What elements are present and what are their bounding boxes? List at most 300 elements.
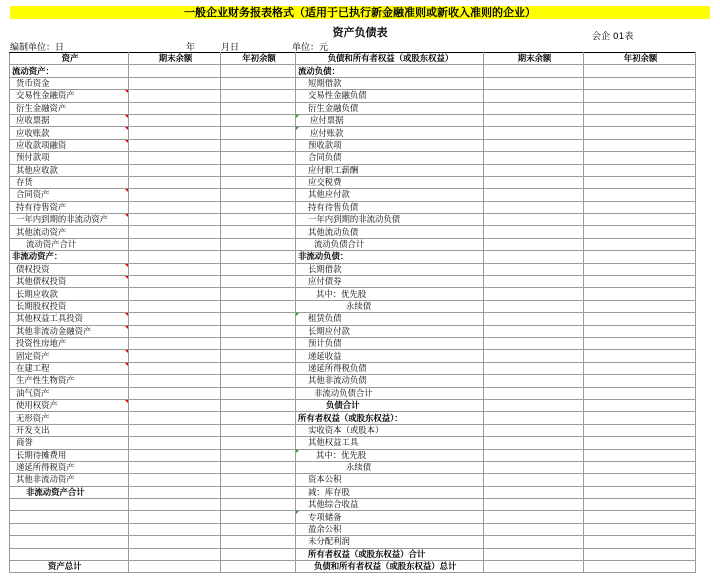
table-row (10, 189, 696, 201)
header-assets: 资产 (10, 53, 129, 65)
liability-equity-item-label: 其他权益工具 (296, 437, 484, 449)
liability-year-begin-cell[interactable] (584, 387, 696, 399)
liability-period-end-cell[interactable] (484, 300, 584, 312)
liability-year-begin-cell[interactable] (584, 325, 696, 337)
asset-period-end-cell[interactable] (129, 65, 221, 77)
asset-year-begin-cell[interactable] (221, 276, 296, 288)
asset-period-end-cell[interactable] (129, 90, 221, 102)
table-row (10, 65, 696, 77)
liability-year-begin-cell[interactable] (584, 548, 696, 560)
liability-year-begin-cell[interactable] (584, 536, 696, 548)
liability-equity-item-label: 应付职工薪酬 (296, 164, 484, 176)
table-row (10, 300, 696, 312)
table-row (10, 201, 696, 213)
comment-indicator-icon[interactable] (125, 214, 128, 217)
liability-period-end-cell[interactable] (484, 102, 584, 114)
liability-equity-item-label: 减：库存股 (296, 486, 484, 498)
comment-indicator-icon[interactable] (125, 363, 128, 366)
asset-period-end-cell[interactable] (129, 214, 221, 226)
liability-period-end-cell[interactable] (484, 152, 584, 164)
liability-equity-item-label: 其他应付款 (296, 189, 484, 201)
header-liabilities-equity: 负债和所有者权益（或股东权益） (296, 53, 484, 65)
liability-equity-item-label: 合同负债 (296, 152, 484, 164)
asset-item-label: 其他非流动金融资产 (10, 325, 129, 337)
asset-year-begin-cell[interactable] (221, 486, 296, 498)
asset-period-end-cell[interactable] (129, 561, 221, 573)
asset-item-label: 应收账款 (10, 127, 129, 139)
liability-period-end-cell[interactable] (484, 90, 584, 102)
asset-year-begin-cell[interactable] (221, 102, 296, 114)
asset-year-begin-cell[interactable] (221, 152, 296, 164)
comment-indicator-icon[interactable] (125, 264, 128, 267)
asset-period-end-cell[interactable] (129, 474, 221, 486)
liability-period-end-cell[interactable] (484, 362, 584, 374)
asset-period-end-cell[interactable] (129, 523, 221, 535)
header-year-begin-right: 年初余额 (584, 53, 696, 65)
liability-period-end-cell[interactable] (484, 127, 584, 139)
comment-indicator-icon[interactable] (296, 511, 299, 514)
asset-period-end-cell[interactable] (129, 362, 221, 374)
asset-period-end-cell[interactable] (129, 337, 221, 349)
table-row (10, 350, 696, 362)
table-row (10, 114, 696, 126)
asset-year-begin-cell[interactable] (221, 201, 296, 213)
asset-item-label: 商誉 (10, 437, 129, 449)
liability-period-end-cell[interactable] (484, 176, 584, 188)
liability-equity-item-label: 长期应付款 (296, 325, 484, 337)
asset-period-end-cell[interactable] (129, 313, 221, 325)
table-row (10, 127, 696, 139)
table-row (10, 474, 696, 486)
asset-period-end-cell[interactable] (129, 412, 221, 424)
asset-period-end-cell[interactable] (129, 114, 221, 126)
asset-year-begin-cell[interactable] (221, 461, 296, 473)
asset-year-begin-cell[interactable] (221, 65, 296, 77)
liability-period-end-cell[interactable] (484, 561, 584, 573)
liability-period-end-cell[interactable] (484, 461, 584, 473)
asset-item-label: 货币资金 (10, 77, 129, 89)
asset-year-begin-cell[interactable] (221, 499, 296, 511)
month-day-label: 月日 (221, 43, 240, 53)
asset-year-begin-cell[interactable] (221, 561, 296, 573)
liability-equity-item-label: 一年内到期的非流动负债 (296, 214, 484, 226)
asset-year-begin-cell[interactable] (221, 214, 296, 226)
table-row (10, 176, 696, 188)
asset-item-label: 使用权资产 (10, 399, 129, 411)
currency-unit-label: 单位：元 (292, 43, 329, 53)
liability-year-begin-cell[interactable] (584, 226, 696, 238)
asset-year-begin-cell[interactable] (221, 449, 296, 461)
liability-year-begin-cell[interactable] (584, 486, 696, 498)
compiling-unit-label: 编制单位：日 (10, 43, 65, 53)
liability-year-begin-cell[interactable] (584, 350, 696, 362)
comment-indicator-icon[interactable] (125, 313, 128, 316)
liability-equity-item-label: 专项储备 (296, 511, 484, 523)
liability-period-end-cell[interactable] (484, 399, 584, 411)
table-row (10, 449, 696, 461)
liability-period-end-cell[interactable] (484, 139, 584, 151)
table-header-row (10, 53, 696, 65)
asset-year-begin-cell[interactable] (221, 226, 296, 238)
liability-year-begin-cell[interactable] (584, 300, 696, 312)
year-label: 年 (186, 43, 196, 53)
liability-year-begin-cell[interactable] (584, 65, 696, 77)
asset-period-end-cell[interactable] (129, 102, 221, 114)
asset-item-label: 存货 (10, 176, 129, 188)
table-row (10, 238, 696, 250)
liability-equity-item-label: 预收款项 (296, 139, 484, 151)
liability-equity-item-label: 应付票据 (296, 114, 484, 126)
liability-period-end-cell[interactable] (484, 263, 584, 275)
asset-period-end-cell[interactable] (129, 77, 221, 89)
liability-year-begin-cell[interactable] (584, 127, 696, 139)
liability-year-begin-cell[interactable] (584, 102, 696, 114)
asset-period-end-cell[interactable] (129, 152, 221, 164)
asset-period-end-cell[interactable] (129, 499, 221, 511)
liability-equity-item-label: 短期借款 (296, 77, 484, 89)
asset-period-end-cell[interactable] (129, 437, 221, 449)
table-row (10, 77, 696, 89)
comment-indicator-icon[interactable] (125, 90, 128, 93)
asset-item-label: 非流动资产： (10, 251, 129, 263)
asset-period-end-cell[interactable] (129, 325, 221, 337)
report-format-banner: 一般企业财务报表格式（适用于已执行新金融准则或新收入准则的企业） (10, 6, 710, 19)
asset-year-begin-cell[interactable] (221, 263, 296, 275)
asset-year-begin-cell[interactable] (221, 176, 296, 188)
liability-year-begin-cell[interactable] (584, 263, 696, 275)
asset-item-label: 固定资产 (10, 350, 129, 362)
liability-equity-item-label: 盈余公积 (296, 523, 484, 535)
liability-year-begin-cell[interactable] (584, 511, 696, 523)
liability-period-end-cell[interactable] (484, 164, 584, 176)
liability-period-end-cell[interactable] (484, 325, 584, 337)
asset-year-begin-cell[interactable] (221, 189, 296, 201)
asset-item-label: 合同资产 (10, 189, 129, 201)
liability-year-begin-cell[interactable] (584, 90, 696, 102)
liability-year-begin-cell[interactable] (584, 375, 696, 387)
table-row (10, 375, 696, 387)
table-row (10, 511, 696, 523)
liability-year-begin-cell[interactable] (584, 238, 696, 250)
asset-item-label: 一年内到期的非流动资产 (10, 214, 129, 226)
asset-item-label: 衍生金融资产 (10, 102, 129, 114)
liability-period-end-cell[interactable] (484, 288, 584, 300)
asset-period-end-cell[interactable] (129, 263, 221, 275)
table-row (10, 486, 696, 498)
table-row (10, 561, 696, 573)
asset-item-label: 其他应收款 (10, 164, 129, 176)
liability-period-end-cell[interactable] (484, 387, 584, 399)
asset-item-label: 其他权益工具投资 (10, 313, 129, 325)
comment-indicator-icon[interactable] (125, 189, 128, 192)
liability-year-begin-cell[interactable] (584, 164, 696, 176)
liability-period-end-cell[interactable] (484, 337, 584, 349)
liability-period-end-cell[interactable] (484, 77, 584, 89)
comment-indicator-icon[interactable] (125, 400, 128, 403)
table-row (10, 152, 696, 164)
comment-indicator-icon[interactable] (296, 127, 299, 130)
asset-year-begin-cell[interactable] (221, 90, 296, 102)
liability-year-begin-cell[interactable] (584, 412, 696, 424)
liability-equity-item-label: 预计负债 (296, 337, 484, 349)
asset-item-label: 开发支出 (10, 424, 129, 436)
asset-period-end-cell[interactable] (129, 387, 221, 399)
liability-period-end-cell[interactable] (484, 511, 584, 523)
asset-item-label: 交易性金融资产 (10, 90, 129, 102)
asset-item-label (10, 523, 129, 535)
asset-period-end-cell[interactable] (129, 276, 221, 288)
liability-equity-item-label: 其他综合收益 (296, 499, 484, 511)
liability-period-end-cell[interactable] (484, 313, 584, 325)
asset-item-label: 流动资产： (10, 65, 129, 77)
asset-period-end-cell[interactable] (129, 238, 221, 250)
comment-indicator-icon[interactable] (296, 313, 299, 316)
liability-year-begin-cell[interactable] (584, 251, 696, 263)
table-row (10, 437, 696, 449)
asset-item-label: 其他债权投资 (10, 276, 129, 288)
header-period-end-right: 期末余额 (484, 53, 584, 65)
asset-year-begin-cell[interactable] (221, 424, 296, 436)
asset-item-label: 在建工程 (10, 362, 129, 374)
liability-equity-item-label: 所有者权益（或股东权益）合计 (296, 548, 484, 560)
liability-period-end-cell[interactable] (484, 375, 584, 387)
asset-year-begin-cell[interactable] (221, 523, 296, 535)
asset-period-end-cell[interactable] (129, 399, 221, 411)
liability-period-end-cell[interactable] (484, 548, 584, 560)
asset-period-end-cell[interactable] (129, 350, 221, 362)
asset-year-begin-cell[interactable] (221, 164, 296, 176)
liability-equity-item-label: 长期借款 (296, 263, 484, 275)
comment-indicator-icon[interactable] (125, 350, 128, 353)
liability-year-begin-cell[interactable] (584, 424, 696, 436)
asset-year-begin-cell[interactable] (221, 251, 296, 263)
table-row (10, 461, 696, 473)
liability-period-end-cell[interactable] (484, 412, 584, 424)
asset-year-begin-cell[interactable] (221, 548, 296, 560)
table-row (10, 499, 696, 511)
asset-item-label: 递延所得税资产 (10, 461, 129, 473)
comment-indicator-icon[interactable] (125, 140, 128, 143)
table-row (10, 337, 696, 349)
asset-item-label: 资产总计 (10, 561, 129, 573)
liability-year-begin-cell[interactable] (584, 437, 696, 449)
asset-year-begin-cell[interactable] (221, 77, 296, 89)
comment-indicator-icon[interactable] (125, 276, 128, 279)
table-row (10, 288, 696, 300)
liability-equity-item-label: 应付债券 (296, 276, 484, 288)
liability-year-begin-cell[interactable] (584, 152, 696, 164)
liability-year-begin-cell[interactable] (584, 276, 696, 288)
asset-period-end-cell[interactable] (129, 511, 221, 523)
table-row (10, 263, 696, 275)
asset-year-begin-cell[interactable] (221, 300, 296, 312)
liability-period-end-cell[interactable] (484, 536, 584, 548)
comment-indicator-icon[interactable] (125, 115, 128, 118)
table-row (10, 387, 696, 399)
table-row (10, 276, 696, 288)
asset-period-end-cell[interactable] (129, 288, 221, 300)
table-row (10, 226, 696, 238)
asset-period-end-cell[interactable] (129, 449, 221, 461)
liability-period-end-cell[interactable] (484, 189, 584, 201)
balance-sheet-table (9, 52, 696, 573)
liability-equity-item-label: 持有待售负债 (296, 201, 484, 213)
table-row (10, 424, 696, 436)
liability-year-begin-cell[interactable] (584, 114, 696, 126)
table-row (10, 399, 696, 411)
liability-equity-item-label: 递延所得税负债 (296, 362, 484, 374)
comment-indicator-icon[interactable] (125, 127, 128, 130)
asset-year-begin-cell[interactable] (221, 412, 296, 424)
asset-item-label: 流动资产合计 (10, 238, 129, 250)
liability-period-end-cell[interactable] (484, 201, 584, 213)
liability-year-begin-cell[interactable] (584, 288, 696, 300)
liability-equity-item-label: 流动负债合计 (296, 238, 484, 250)
comment-indicator-icon[interactable] (125, 326, 128, 329)
liability-equity-item-label: 负债合计 (296, 399, 484, 411)
table-row (10, 536, 696, 548)
asset-year-begin-cell[interactable] (221, 313, 296, 325)
liability-equity-item-label: 其他流动负债 (296, 226, 484, 238)
liability-year-begin-cell[interactable] (584, 399, 696, 411)
asset-period-end-cell[interactable] (129, 375, 221, 387)
asset-year-begin-cell[interactable] (221, 362, 296, 374)
liability-period-end-cell[interactable] (484, 437, 584, 449)
asset-year-begin-cell[interactable] (221, 114, 296, 126)
asset-item-label (10, 536, 129, 548)
asset-item-label: 生产性生物资产 (10, 375, 129, 387)
liability-period-end-cell[interactable] (484, 114, 584, 126)
liability-period-end-cell[interactable] (484, 486, 584, 498)
liability-equity-item-label: 递延收益 (296, 350, 484, 362)
liability-year-begin-cell[interactable] (584, 214, 696, 226)
asset-year-begin-cell[interactable] (221, 387, 296, 399)
asset-period-end-cell[interactable] (129, 164, 221, 176)
asset-item-label: 长期股权投资 (10, 300, 129, 312)
asset-period-end-cell[interactable] (129, 189, 221, 201)
asset-item-label: 债权投资 (10, 263, 129, 275)
liability-equity-item-label: 未分配利润 (296, 536, 484, 548)
comment-indicator-icon[interactable] (296, 115, 299, 118)
table-row (10, 313, 696, 325)
asset-year-begin-cell[interactable] (221, 474, 296, 486)
asset-year-begin-cell[interactable] (221, 325, 296, 337)
asset-item-label: 持有待售资产 (10, 201, 129, 213)
asset-year-begin-cell[interactable] (221, 139, 296, 151)
asset-year-begin-cell[interactable] (221, 375, 296, 387)
liability-period-end-cell[interactable] (484, 251, 584, 263)
table-row (10, 523, 696, 535)
asset-period-end-cell[interactable] (129, 251, 221, 263)
asset-period-end-cell[interactable] (129, 461, 221, 473)
liability-period-end-cell[interactable] (484, 474, 584, 486)
asset-item-label: 预付款项 (10, 152, 129, 164)
asset-item-label: 长期应收款 (10, 288, 129, 300)
liability-year-begin-cell[interactable] (584, 201, 696, 213)
asset-year-begin-cell[interactable] (221, 511, 296, 523)
asset-year-begin-cell[interactable] (221, 350, 296, 362)
liability-period-end-cell[interactable] (484, 226, 584, 238)
liability-equity-item-label: 永续债 (296, 300, 484, 312)
liability-year-begin-cell[interactable] (584, 499, 696, 511)
asset-item-label (10, 499, 129, 511)
liability-year-begin-cell[interactable] (584, 362, 696, 374)
asset-period-end-cell[interactable] (129, 201, 221, 213)
liability-period-end-cell[interactable] (484, 276, 584, 288)
liability-equity-item-label: 交易性金融负债 (296, 90, 484, 102)
asset-period-end-cell[interactable] (129, 127, 221, 139)
liability-year-begin-cell[interactable] (584, 474, 696, 486)
liability-period-end-cell[interactable] (484, 350, 584, 362)
liability-equity-item-label: 应付账款 (296, 127, 484, 139)
liability-period-end-cell[interactable] (484, 65, 584, 77)
liability-year-begin-cell[interactable] (584, 523, 696, 535)
liability-year-begin-cell[interactable] (584, 176, 696, 188)
liability-period-end-cell[interactable] (484, 499, 584, 511)
table-row (10, 102, 696, 114)
asset-item-label: 应收款项融资 (10, 139, 129, 151)
liability-period-end-cell[interactable] (484, 449, 584, 461)
liability-year-begin-cell[interactable] (584, 449, 696, 461)
liability-period-end-cell[interactable] (484, 424, 584, 436)
liability-year-begin-cell[interactable] (584, 337, 696, 349)
liability-equity-item-label: 负债和所有者权益（或股东权益）总计 (296, 561, 484, 573)
asset-period-end-cell[interactable] (129, 536, 221, 548)
liability-year-begin-cell[interactable] (584, 313, 696, 325)
asset-year-begin-cell[interactable] (221, 288, 296, 300)
liability-equity-item-label: 实收资本（或股本） (296, 424, 484, 436)
asset-year-begin-cell[interactable] (221, 238, 296, 250)
asset-period-end-cell[interactable] (129, 548, 221, 560)
asset-period-end-cell[interactable] (129, 176, 221, 188)
table-row (10, 90, 696, 102)
liability-equity-item-label: 永续债 (296, 461, 484, 473)
asset-period-end-cell[interactable] (129, 226, 221, 238)
liability-equity-item-label: 其他非流动负债 (296, 375, 484, 387)
asset-year-begin-cell[interactable] (221, 337, 296, 349)
liability-equity-item-label: 资本公积 (296, 474, 484, 486)
liability-equity-item-label: 非流动负债合计 (296, 387, 484, 399)
table-row (10, 164, 696, 176)
asset-year-begin-cell[interactable] (221, 399, 296, 411)
asset-item-label: 其他非流动资产 (10, 474, 129, 486)
asset-year-begin-cell[interactable] (221, 536, 296, 548)
asset-item-label: 无形资产 (10, 412, 129, 424)
asset-year-begin-cell[interactable] (221, 437, 296, 449)
header-period-end: 期末余额 (129, 53, 221, 65)
comment-indicator-icon[interactable] (296, 450, 299, 453)
asset-item-label: 长期待摊费用 (10, 449, 129, 461)
table-row (10, 412, 696, 424)
liability-equity-item-label: 流动负债： (296, 65, 484, 77)
liability-period-end-cell[interactable] (484, 523, 584, 535)
liability-period-end-cell[interactable] (484, 238, 584, 250)
liability-year-begin-cell[interactable] (584, 139, 696, 151)
liability-period-end-cell[interactable] (484, 214, 584, 226)
table-row (10, 139, 696, 151)
liability-year-begin-cell[interactable] (584, 561, 696, 573)
asset-period-end-cell[interactable] (129, 300, 221, 312)
liability-year-begin-cell[interactable] (584, 77, 696, 89)
asset-item-label: 油气资产 (10, 387, 129, 399)
liability-year-begin-cell[interactable] (584, 189, 696, 201)
asset-year-begin-cell[interactable] (221, 127, 296, 139)
asset-period-end-cell[interactable] (129, 486, 221, 498)
table-row (10, 214, 696, 226)
liability-year-begin-cell[interactable] (584, 461, 696, 473)
asset-period-end-cell[interactable] (129, 139, 221, 151)
asset-period-end-cell[interactable] (129, 424, 221, 436)
